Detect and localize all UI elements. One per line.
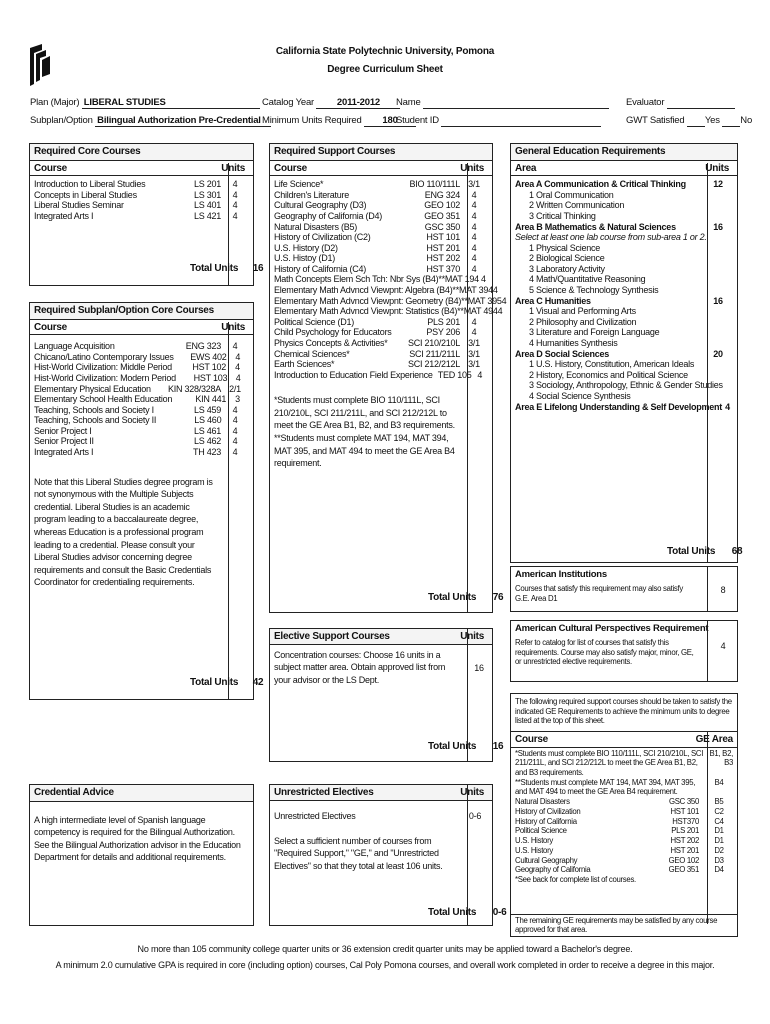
ge-support-code: HST 201 xyxy=(670,845,699,855)
ge-support-list xyxy=(511,797,737,875)
subplan-total: Total Units 42 xyxy=(190,677,264,688)
course-code: LS 461 xyxy=(193,425,221,436)
ge-area-label: 3 Laboratory Activity xyxy=(529,263,605,274)
ge-support-row xyxy=(511,836,737,846)
ge-support-row xyxy=(511,856,737,866)
course-units: 4 xyxy=(471,189,477,200)
ge-support-row xyxy=(511,826,737,836)
ge-subarea-row xyxy=(511,370,737,381)
credential-advice-title: Credential Advice xyxy=(30,785,253,802)
course-code: PSY 206 xyxy=(426,327,460,338)
course-code: LS 460 xyxy=(194,415,222,426)
ge-support-row xyxy=(511,817,737,827)
course-code: SCI 211/211L xyxy=(409,348,460,359)
footer-line-2: A minimum 2.0 cumulative GPA is required in core (including option) courses, Cal Poly Pomona courses, and overall work completed in order to receive a degree in this major. xyxy=(55,960,715,970)
unrestricted-row: Unrestricted Electives 0-6 xyxy=(274,810,482,821)
course-row xyxy=(30,426,253,437)
support-courses-section xyxy=(269,143,507,613)
ge-support-name: Cultural Geography xyxy=(515,855,578,865)
course-row xyxy=(270,317,492,328)
course-code: HST 370 xyxy=(426,263,460,274)
course-code: MAT 394 xyxy=(458,285,493,296)
ge-area-label: 3 Critical Thinking xyxy=(529,210,596,221)
ge-area-label: 2 History, Economics and Political Science xyxy=(529,369,688,380)
unrestricted-total: Total Units 0-6 xyxy=(428,907,507,918)
ge-support-remaining: The remaining GE requirements may be satisfied by any course approved for that area. xyxy=(511,914,737,936)
course-units: 4 xyxy=(471,253,477,264)
ge-support-area: C4 xyxy=(714,816,724,826)
course-title: Elementary Math Advncd Viewpnt: Statistics (B4)** xyxy=(274,306,464,317)
course-title: Senior Project II xyxy=(34,436,94,447)
course-row xyxy=(270,306,503,317)
ge-support-code: HST 101 xyxy=(670,806,699,816)
catalog-value[interactable]: 2011-2012 xyxy=(316,97,400,109)
student-id-input[interactable] xyxy=(441,115,601,127)
ge-subarea-row xyxy=(511,306,737,317)
course-code: TH 423 xyxy=(192,447,221,458)
ge-subarea-row xyxy=(511,190,737,201)
course-units: 3 xyxy=(235,394,240,405)
ge-area-units: 12 xyxy=(713,179,723,190)
support-note: *Students must complete BIO 110/111L, SCI 210/210L, SCI 211/211L, and SCI 212/212L to meet the GE Area B1, B2, and B3 requirements. **Students must complete MAT 194, MAT 394, MAT 395, and MAT 494 to meet the GE Area B4 requirement. xyxy=(274,395,455,469)
course-title: History of California (C4) xyxy=(274,263,367,274)
course-row xyxy=(270,190,492,201)
ge-area-label: 1 Oral Communication xyxy=(529,189,614,200)
ge-support-name: Natural Disasters xyxy=(515,797,570,807)
ge-subarea-row xyxy=(511,243,737,254)
course-title: Teaching, Schools and Society I xyxy=(34,404,154,415)
american-institutions-section: American Institutions Courses that satisfy this requirement may also satisfy G.E. Area D1 8 xyxy=(510,566,738,612)
course-units: 4 xyxy=(232,415,238,426)
course-units: 4 xyxy=(235,351,241,362)
ge-area-label: 5 Science & Technology Synthesis xyxy=(529,285,659,296)
course-row xyxy=(30,179,253,190)
subplan-col-head: Course Units xyxy=(30,320,253,336)
elective-total: Total Units 16 xyxy=(428,741,504,752)
course-code: ENG 323 xyxy=(185,341,221,352)
course-code: GEO 102 xyxy=(424,200,460,211)
course-code: HST 101 xyxy=(426,232,460,243)
core-courses-title: Required Core Courses xyxy=(30,144,253,161)
course-title: Integrated Arts I xyxy=(34,210,94,221)
course-units: 4 xyxy=(471,232,477,243)
min-units-value[interactable]: 180 xyxy=(364,115,416,127)
subplan-courses-title: Required Subplan/Option Core Courses xyxy=(30,303,253,320)
course-row xyxy=(270,200,492,211)
course-code: PLS 201 xyxy=(427,316,460,327)
ge-support-code: GSC 350 xyxy=(669,797,699,807)
course-code: LS 462 xyxy=(193,436,221,447)
core-courses-section xyxy=(29,143,264,286)
ge-area-label: Area E Lifelong Understanding & Self Development xyxy=(515,401,723,412)
course-row xyxy=(30,200,253,211)
course-code: MAT 494 xyxy=(463,306,498,317)
ge-support-area: D4 xyxy=(714,865,724,875)
ge-subarea-row xyxy=(511,264,737,275)
course-units: 4 xyxy=(232,404,238,415)
ge-support-see-back: *See back for complete list of courses. xyxy=(515,875,636,885)
course-row xyxy=(30,394,253,405)
ge-subarea-row xyxy=(511,200,737,211)
course-title: Introduction to Education Field Experience xyxy=(274,369,433,380)
course-code: LS 401 xyxy=(193,200,221,211)
course-title: Elementary Math Advncd Viewpnt: Algebra (B4)** xyxy=(274,285,459,296)
course-units: 3/1 xyxy=(468,179,480,190)
unrestricted-text: Select a sufficient number of courses from "Required Support," "GE," and "Unrestricted Electives" so that they total at least 106 units. xyxy=(274,835,443,872)
course-units: 4 xyxy=(471,316,477,327)
evaluator-input[interactable] xyxy=(667,97,735,109)
course-units: 4 xyxy=(235,372,241,383)
ge-subarea-row xyxy=(511,380,737,391)
ge-area-label: 2 Philosophy and Civilization xyxy=(529,316,637,327)
course-code: KIN 328/328A xyxy=(167,383,221,394)
ge-area-label: 3 Sociology, Anthropology, Ethnic & Gender Studies xyxy=(529,380,723,391)
course-code: EWS 402 xyxy=(190,351,227,362)
footer-line-1: No more than 105 community college quarter units or 36 extension credit quarter units may be applied toward a Bachelor's degree. xyxy=(137,944,633,954)
course-units: 3/1 xyxy=(468,338,480,349)
ge-support-name: History of California xyxy=(515,816,577,826)
course-row xyxy=(30,362,253,373)
ge-support-area: D1 xyxy=(714,836,724,846)
ge-subarea-row xyxy=(511,253,737,264)
course-code: GEO 351 xyxy=(424,210,460,221)
ge-subarea-row xyxy=(511,359,737,370)
ge-subarea-row xyxy=(511,274,737,285)
course-row xyxy=(30,352,253,363)
course-row xyxy=(270,327,492,338)
course-title: Cultural Geography (D3) xyxy=(274,200,367,211)
ge-area-row xyxy=(511,179,737,190)
course-row xyxy=(270,359,492,370)
ge-support-code: HST370 xyxy=(672,816,699,826)
course-code: LS 301 xyxy=(193,189,221,200)
course-row xyxy=(30,405,253,416)
course-units: 4 xyxy=(232,341,238,352)
course-code: MAT 194 xyxy=(444,274,479,285)
course-row xyxy=(30,383,253,394)
course-units: 2/1 xyxy=(229,383,241,394)
ge-area-label: 4 Humanities Synthesis xyxy=(529,338,618,349)
name-field: Name xyxy=(396,97,609,109)
course-code: KIN 441 xyxy=(195,394,227,405)
course-title: Children's Literature xyxy=(274,189,350,200)
ge-subarea-row xyxy=(511,317,737,328)
course-title: Natural Disasters (B5) xyxy=(274,221,358,232)
ge-total: Total Units 68 xyxy=(667,546,743,557)
ge-area-row xyxy=(511,349,737,360)
course-row xyxy=(30,373,253,384)
ge-support-area: D1 xyxy=(714,826,724,836)
min-units-field: Minimum Units Required 180 xyxy=(262,115,416,127)
ge-area-units: 4 xyxy=(725,401,730,412)
ge-area-label: 2 Written Communication xyxy=(529,200,625,211)
ge-requirements-section xyxy=(510,143,743,563)
ge-area-units: 20 xyxy=(713,348,723,359)
course-units: 4 xyxy=(477,369,483,380)
gwt-no-input[interactable] xyxy=(722,115,740,127)
course-units: 4 xyxy=(471,327,477,338)
ge-support-intro: The following required support courses should be taken to satisfy the indicated GE Requirements to achieve the minimum units to degree listed at the top of this sheet. xyxy=(511,694,737,732)
course-units: 4 xyxy=(232,447,238,458)
elective-support-section xyxy=(269,628,504,762)
elective-units: 16 xyxy=(474,662,484,673)
subplan-courses-section xyxy=(29,302,264,700)
course-units: 4 xyxy=(232,200,238,211)
course-row xyxy=(270,179,492,190)
course-row xyxy=(270,349,492,360)
ge-support-name: Political Science xyxy=(515,826,567,836)
support-course-list xyxy=(270,176,507,380)
ge-support-row xyxy=(511,865,737,875)
catalog-field: Catalog Year 2011-2012 xyxy=(262,97,400,109)
ge-subarea-row xyxy=(511,232,737,243)
course-title: Chemical Sciences* xyxy=(274,348,350,359)
course-row xyxy=(270,243,492,254)
evaluator-field: Evaluator xyxy=(626,97,735,109)
course-row xyxy=(270,274,492,285)
name-input[interactable] xyxy=(423,97,609,109)
ge-support-name: U.S. History xyxy=(515,836,553,846)
course-row xyxy=(270,253,492,264)
document-title: California State Polytechnic University, Pomona xyxy=(275,46,495,57)
ge-support-col-head: Course GE Area xyxy=(511,732,737,748)
ge-area-label: 4 Social Science Synthesis xyxy=(529,391,631,401)
course-code: GSC 350 xyxy=(424,221,460,232)
course-code: LS 201 xyxy=(193,179,221,190)
support-courses-title: Required Support Courses xyxy=(270,144,492,161)
document-subtitle: Degree Curriculum Sheet xyxy=(327,64,443,75)
ge-support-area: D3 xyxy=(714,855,724,865)
course-code: SCI 212/212L xyxy=(407,359,460,370)
ge-area-units: 16 xyxy=(713,295,723,306)
course-units: 4 xyxy=(481,274,486,285)
elective-text: Concentration courses: Choose 16 units in a subject matter area. Obtain approved list from your advisor or the LS Dept. xyxy=(274,649,446,685)
course-title: U.S. History (D2) xyxy=(274,242,338,253)
course-title: U.S. Histoy (D1) xyxy=(274,253,336,264)
ge-support-row xyxy=(511,846,737,856)
course-title: Elementary Physical Education xyxy=(34,383,151,394)
subplan-course-list xyxy=(30,335,253,458)
course-row xyxy=(270,285,498,296)
course-units: 4 xyxy=(232,436,238,447)
ge-support-section: The following required support courses should be taken to satisfy the indicated GE Requirements to achieve the minimum units to degree listed at the top of this sheet. Course GE Area *Students must complete BIO 110/111L, SCI 210/210L, SCI 211/211L, and SCI 212/212L to meet the GE Area B1, B2, and B3 requirements. B1, B2, B3 **Students must complete MAT 194, MAT 394, MAT 395, and MAT 494 to meet the GE Area B4 requirement. B4 Natural Disasters GSC 350 B5 History of Civilization HST 101 C2 History of California HST370 C4 Political Science PLS 201 D1 U.S. History HST 202 D1 U.S. History HST 201 D2 Cultural Geography GEO 102 D3 Geography of California GEO 351 D4 *See back for complete list of courses. The remaining GE requirements may be satisfied by any course approved for that area. xyxy=(510,693,738,937)
ge-support-area: C2 xyxy=(714,806,724,816)
course-code: LS 421 xyxy=(193,210,221,221)
ge-area-row xyxy=(511,296,737,307)
course-row xyxy=(270,295,507,307)
ge-area-row xyxy=(511,221,737,232)
course-title: Hist-World Civilization: Middle Period xyxy=(34,362,172,373)
course-units: 4 xyxy=(232,210,238,221)
ge-area-label: Area D Social Sciences xyxy=(515,348,610,359)
plan-value[interactable]: LIBERAL STUDIES xyxy=(82,97,260,109)
course-row xyxy=(270,264,492,275)
course-title: Introduction to Liberal Studies xyxy=(34,179,146,190)
core-col-head: Course Units xyxy=(30,161,253,177)
course-units: 3/1 xyxy=(468,359,480,370)
course-row xyxy=(270,338,492,349)
gwt-yes-input[interactable] xyxy=(687,115,705,127)
course-title: Political Science (D1) xyxy=(274,316,355,327)
ge-support-code: GEO 351 xyxy=(668,865,699,875)
course-title: Life Science* xyxy=(274,179,324,190)
course-title: Geography of California (D4) xyxy=(274,210,383,221)
course-row xyxy=(270,221,492,232)
course-title: Physics Concepts & Activities* xyxy=(274,338,388,349)
ge-area-label: 1 Physical Science xyxy=(529,242,601,253)
ge-area-label: 4 Math/Quantitative Reasoning xyxy=(529,274,646,285)
ge-support-name: History of Civilization xyxy=(515,806,581,816)
subplan-value[interactable]: Bilingual Authorization Pre-Credential xyxy=(95,115,271,127)
ge-area-list xyxy=(511,176,737,412)
ge-subarea-row xyxy=(511,285,737,296)
ge-area-label: 1 U.S. History, Constitution, American Ideals xyxy=(529,359,695,370)
subplan-note: Note that this Liberal Studies degree program is not synonymous with the Multiple Subjects credential. Liberal Studies is an academic program leading to a baccalaureate degree, whereas Education is a professional program leading to a credential. Please consult your Liberal Studies advisor concerning degree requirements and consult the Basic Credentials Coordinator for credentialing requirements. xyxy=(34,476,213,588)
ge-col-head: Area Units xyxy=(511,161,737,177)
plan-field: Plan (Major) LIBERAL STUDIES xyxy=(30,97,260,109)
ge-support-code: PLS 201 xyxy=(671,826,699,836)
ge-area-label: 3 Literature and Foreign Language xyxy=(529,327,660,338)
ge-area-label: Area B Mathematics & Natural Sciences xyxy=(515,221,676,232)
ge-area-units: 16 xyxy=(713,221,723,232)
core-course-list xyxy=(30,176,253,221)
course-units: 3/1 xyxy=(468,348,480,359)
course-title: Child Psychology for Educators xyxy=(274,327,392,338)
ge-subarea-row xyxy=(511,391,737,402)
ge-support-row xyxy=(511,797,737,807)
course-title: Chicano/Latino Contemporary Issues xyxy=(34,351,174,362)
course-title: Concepts in Liberal Studies xyxy=(34,189,137,200)
elective-row xyxy=(270,649,492,687)
unrestricted-electives-section xyxy=(269,784,507,926)
course-units: 4 xyxy=(471,210,477,221)
course-title: Teaching, Schools and Society II xyxy=(34,415,157,426)
ge-support-row xyxy=(511,807,737,817)
course-title: Senior Project I xyxy=(34,425,92,436)
ge-subarea-row xyxy=(511,211,737,222)
course-title: Hist-World Civilization: Modern Period xyxy=(34,372,176,383)
course-title: Integrated Arts I xyxy=(34,447,94,458)
ge-subarea-row xyxy=(511,327,737,338)
course-row xyxy=(270,370,492,381)
course-row xyxy=(30,341,253,352)
course-title: Elementary School Health Education xyxy=(34,394,173,405)
course-code: SCI 210/210L xyxy=(407,338,460,349)
ge-area-label: 1 Visual and Performing Arts xyxy=(529,306,636,317)
ge-area-label: Area A Communication & Critical Thinking xyxy=(515,179,686,190)
course-units: 4 xyxy=(471,200,477,211)
course-title: Language Acquisition xyxy=(34,341,115,352)
ge-support-area: B5 xyxy=(714,797,724,807)
ge-support-code: HST 202 xyxy=(670,836,699,846)
course-row xyxy=(30,447,253,458)
course-code: MAT 395 xyxy=(467,295,502,306)
course-code: HST 201 xyxy=(426,242,460,253)
support-col-head: Course Units xyxy=(270,161,492,177)
ge-support-area: D2 xyxy=(714,845,724,855)
ge-area-label: 2 Biological Science xyxy=(529,253,605,264)
course-code: HST 102 xyxy=(192,362,227,373)
course-title: Liberal Studies Seminar xyxy=(34,200,124,211)
course-row xyxy=(30,436,253,447)
american-cultural-section: American Cultural Perspectives Requirement Refer to catalog for list of courses that satisfy this requirements. Course may also satisfy major, minor, GE, or unrestricted elective requirements. 4 xyxy=(510,620,738,682)
ge-subarea-row xyxy=(511,338,737,349)
subplan-field: Subplan/Option Bilingual Authorization Pre-Credential xyxy=(30,115,271,127)
course-row xyxy=(30,415,253,426)
gwt-field: GWT Satisfied Yes No xyxy=(626,115,753,126)
course-title: Math Concepts Elem Sch Tch: Nbr Sys (B4)** xyxy=(274,274,445,285)
core-total: Total Units 16 xyxy=(190,263,264,274)
ge-support-name: U.S. History xyxy=(515,845,553,855)
course-row xyxy=(270,232,492,243)
course-row xyxy=(30,190,253,201)
ge-area-label: Select at least one lab course from sub-area 1 or 2. xyxy=(515,232,707,243)
ge-support-name: Geography of California xyxy=(515,865,591,875)
course-code: TED 105 xyxy=(437,369,472,380)
course-row xyxy=(270,211,492,222)
course-units: 4 xyxy=(232,179,238,190)
course-units: 4 xyxy=(471,242,477,253)
course-units: 4 xyxy=(232,189,238,200)
course-code: LS 459 xyxy=(193,404,221,415)
course-title: Earth Sciences* xyxy=(274,359,335,370)
unrestricted-head: Unrestricted Electives Units xyxy=(270,785,492,801)
course-units: 4 xyxy=(497,306,503,317)
course-title: History of Civilization (C2) xyxy=(274,232,371,243)
ge-title: General Education Requirements xyxy=(511,144,737,161)
course-units: 4 xyxy=(471,263,477,274)
course-units: 4 xyxy=(235,362,240,373)
credential-advice-section xyxy=(29,784,254,926)
course-row xyxy=(30,211,253,222)
ge-area-row xyxy=(511,401,737,412)
student-id-field: Student ID xyxy=(396,115,601,127)
course-title: Elementary Math Advncd Viewpnt: Geometry (B4)** xyxy=(274,295,468,306)
support-total: Total Units 76 xyxy=(428,592,504,603)
credential-advice-text: A high intermediate level of Spanish language competency is required for the Bilingual Authorization. See the Bilingual Authorization advisor in the Education Department for details and additional requirements. xyxy=(34,814,241,863)
elective-head: Elective Support Courses Units xyxy=(270,629,492,645)
course-code: HST 202 xyxy=(426,253,460,264)
course-units: 4 xyxy=(232,425,238,436)
course-code: BIO 110/111L xyxy=(409,179,460,190)
course-code: ENG 324 xyxy=(424,189,460,200)
ge-support-code: GEO 102 xyxy=(668,855,699,865)
course-units: 4 xyxy=(471,221,477,232)
course-code: HST 103 xyxy=(193,372,228,383)
course-units: 4 xyxy=(501,295,507,306)
ge-area-label: Area C Humanities xyxy=(515,295,591,306)
course-units: 4 xyxy=(492,285,498,296)
